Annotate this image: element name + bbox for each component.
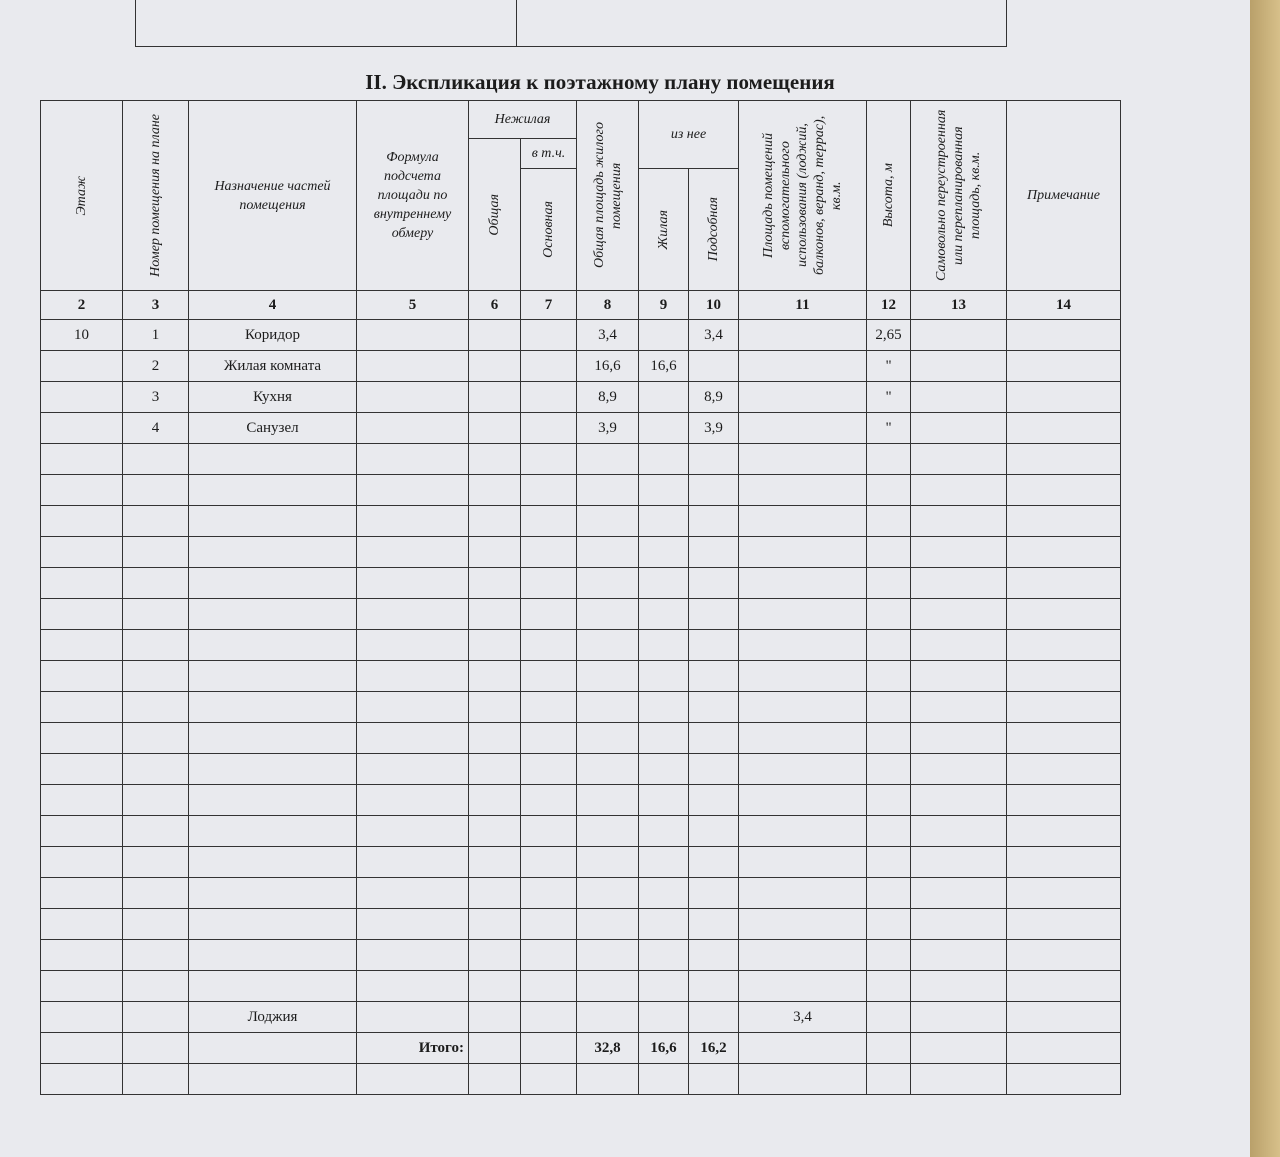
loggia-label: Лоджия <box>189 1002 357 1033</box>
header-aux-area: Площадь помещений вспомогательного использования (лоджий, балконов, веранд, террас), кв.м. <box>739 101 867 291</box>
totals-total-area: 32,8 <box>577 1033 639 1064</box>
col-number: 6 <box>469 291 521 320</box>
empty-row <box>41 568 1121 599</box>
header-note: Примечание <box>1007 101 1121 291</box>
totals-utility-area: 16,2 <box>689 1033 739 1064</box>
header-nonres-total: Общая <box>469 139 521 291</box>
empty-row <box>41 537 1121 568</box>
table-row <box>41 413 1121 444</box>
header-floor: Этаж <box>41 101 123 291</box>
empty-row <box>41 1064 1121 1095</box>
empty-row <box>41 723 1121 754</box>
col-number: 9 <box>639 291 689 320</box>
col-number: 12 <box>867 291 911 320</box>
totals-label: Итого: <box>357 1033 469 1064</box>
col-number: 4 <box>189 291 357 320</box>
cell-room-name: Жилая комната <box>189 351 357 382</box>
empty-row <box>41 816 1121 847</box>
col-number: 5 <box>357 291 469 320</box>
loggia-area: 3,4 <box>739 1002 867 1033</box>
header-main: Основная <box>521 169 577 291</box>
cell-room-number: 1 <box>123 320 189 351</box>
cell-floor <box>41 382 123 413</box>
cell-living-area <box>639 382 689 413</box>
header-total-area: Общая площадь жилого помещения <box>577 101 639 291</box>
empty-row <box>41 506 1121 537</box>
explication-table <box>40 100 1121 1095</box>
cell-height: " <box>867 351 911 382</box>
empty-row <box>41 878 1121 909</box>
header-utility: Подсобная <box>689 169 739 291</box>
empty-row <box>41 847 1121 878</box>
empty-row <box>41 599 1121 630</box>
cell-living-area <box>639 320 689 351</box>
cell-utility-area <box>689 351 739 382</box>
cell-height: " <box>867 413 911 444</box>
col-number: 2 <box>41 291 123 320</box>
empty-row <box>41 909 1121 940</box>
background-surface <box>1250 0 1280 1157</box>
cell-height: 2,65 <box>867 320 911 351</box>
empty-row <box>41 692 1121 723</box>
table-row <box>41 351 1121 382</box>
table-row <box>41 382 1121 413</box>
col-number: 13 <box>911 291 1007 320</box>
cell-room-number: 3 <box>123 382 189 413</box>
cell-floor <box>41 351 123 382</box>
col-number: 3 <box>123 291 189 320</box>
header-unauthorized: Самовольно переустроенная или перепланированная площадь, кв.м. <box>911 101 1007 291</box>
header-living: Жилая <box>639 169 689 291</box>
cell-room-number: 2 <box>123 351 189 382</box>
cell-total-area: 8,9 <box>577 382 639 413</box>
empty-row <box>41 661 1121 692</box>
cell-total-area: 3,9 <box>577 413 639 444</box>
cell-room-number: 4 <box>123 413 189 444</box>
cell-floor: 10 <box>41 320 123 351</box>
col-number: 8 <box>577 291 639 320</box>
header-row-1 <box>41 101 1121 139</box>
cell-floor <box>41 413 123 444</box>
empty-row <box>41 940 1121 971</box>
header-including: в т.ч. <box>521 139 577 169</box>
header-purpose: Назначение частей помещения <box>189 101 357 291</box>
cell-height: " <box>867 382 911 413</box>
totals-living-area: 16,6 <box>639 1033 689 1064</box>
cell-room-name: Санузел <box>189 413 357 444</box>
header-formula: Формула подсчета площади по внутреннему обмеру <box>357 101 469 291</box>
empty-row <box>41 475 1121 506</box>
header-of-which: из нее <box>639 101 739 169</box>
document-title: II. Экспликация к поэтажному плану помещения <box>365 70 835 94</box>
empty-row <box>41 785 1121 816</box>
cell-utility-area: 3,9 <box>689 413 739 444</box>
empty-row <box>41 630 1121 661</box>
loggia-row <box>41 1002 1121 1033</box>
column-numbers-row <box>41 291 1121 320</box>
cell-total-area: 3,4 <box>577 320 639 351</box>
header-nonresidential: Нежилая <box>469 101 577 139</box>
previous-table-fragment <box>135 0 1007 47</box>
col-number: 10 <box>689 291 739 320</box>
empty-row <box>41 971 1121 1002</box>
cell-living-area: 16,6 <box>639 351 689 382</box>
cell-utility-area: 3,4 <box>689 320 739 351</box>
cell-living-area <box>639 413 689 444</box>
totals-row <box>41 1033 1121 1064</box>
cell-room-name: Кухня <box>189 382 357 413</box>
cell-utility-area: 8,9 <box>689 382 739 413</box>
header-height: Высота, м <box>867 101 911 291</box>
empty-row <box>41 444 1121 475</box>
col-number: 14 <box>1007 291 1121 320</box>
table-row <box>41 320 1121 351</box>
empty-row <box>41 754 1121 785</box>
col-number: 11 <box>739 291 867 320</box>
cell-total-area: 16,6 <box>577 351 639 382</box>
cell-room-name: Коридор <box>189 320 357 351</box>
header-room-number: Номер помещения на плане <box>123 101 189 291</box>
col-number: 7 <box>521 291 577 320</box>
